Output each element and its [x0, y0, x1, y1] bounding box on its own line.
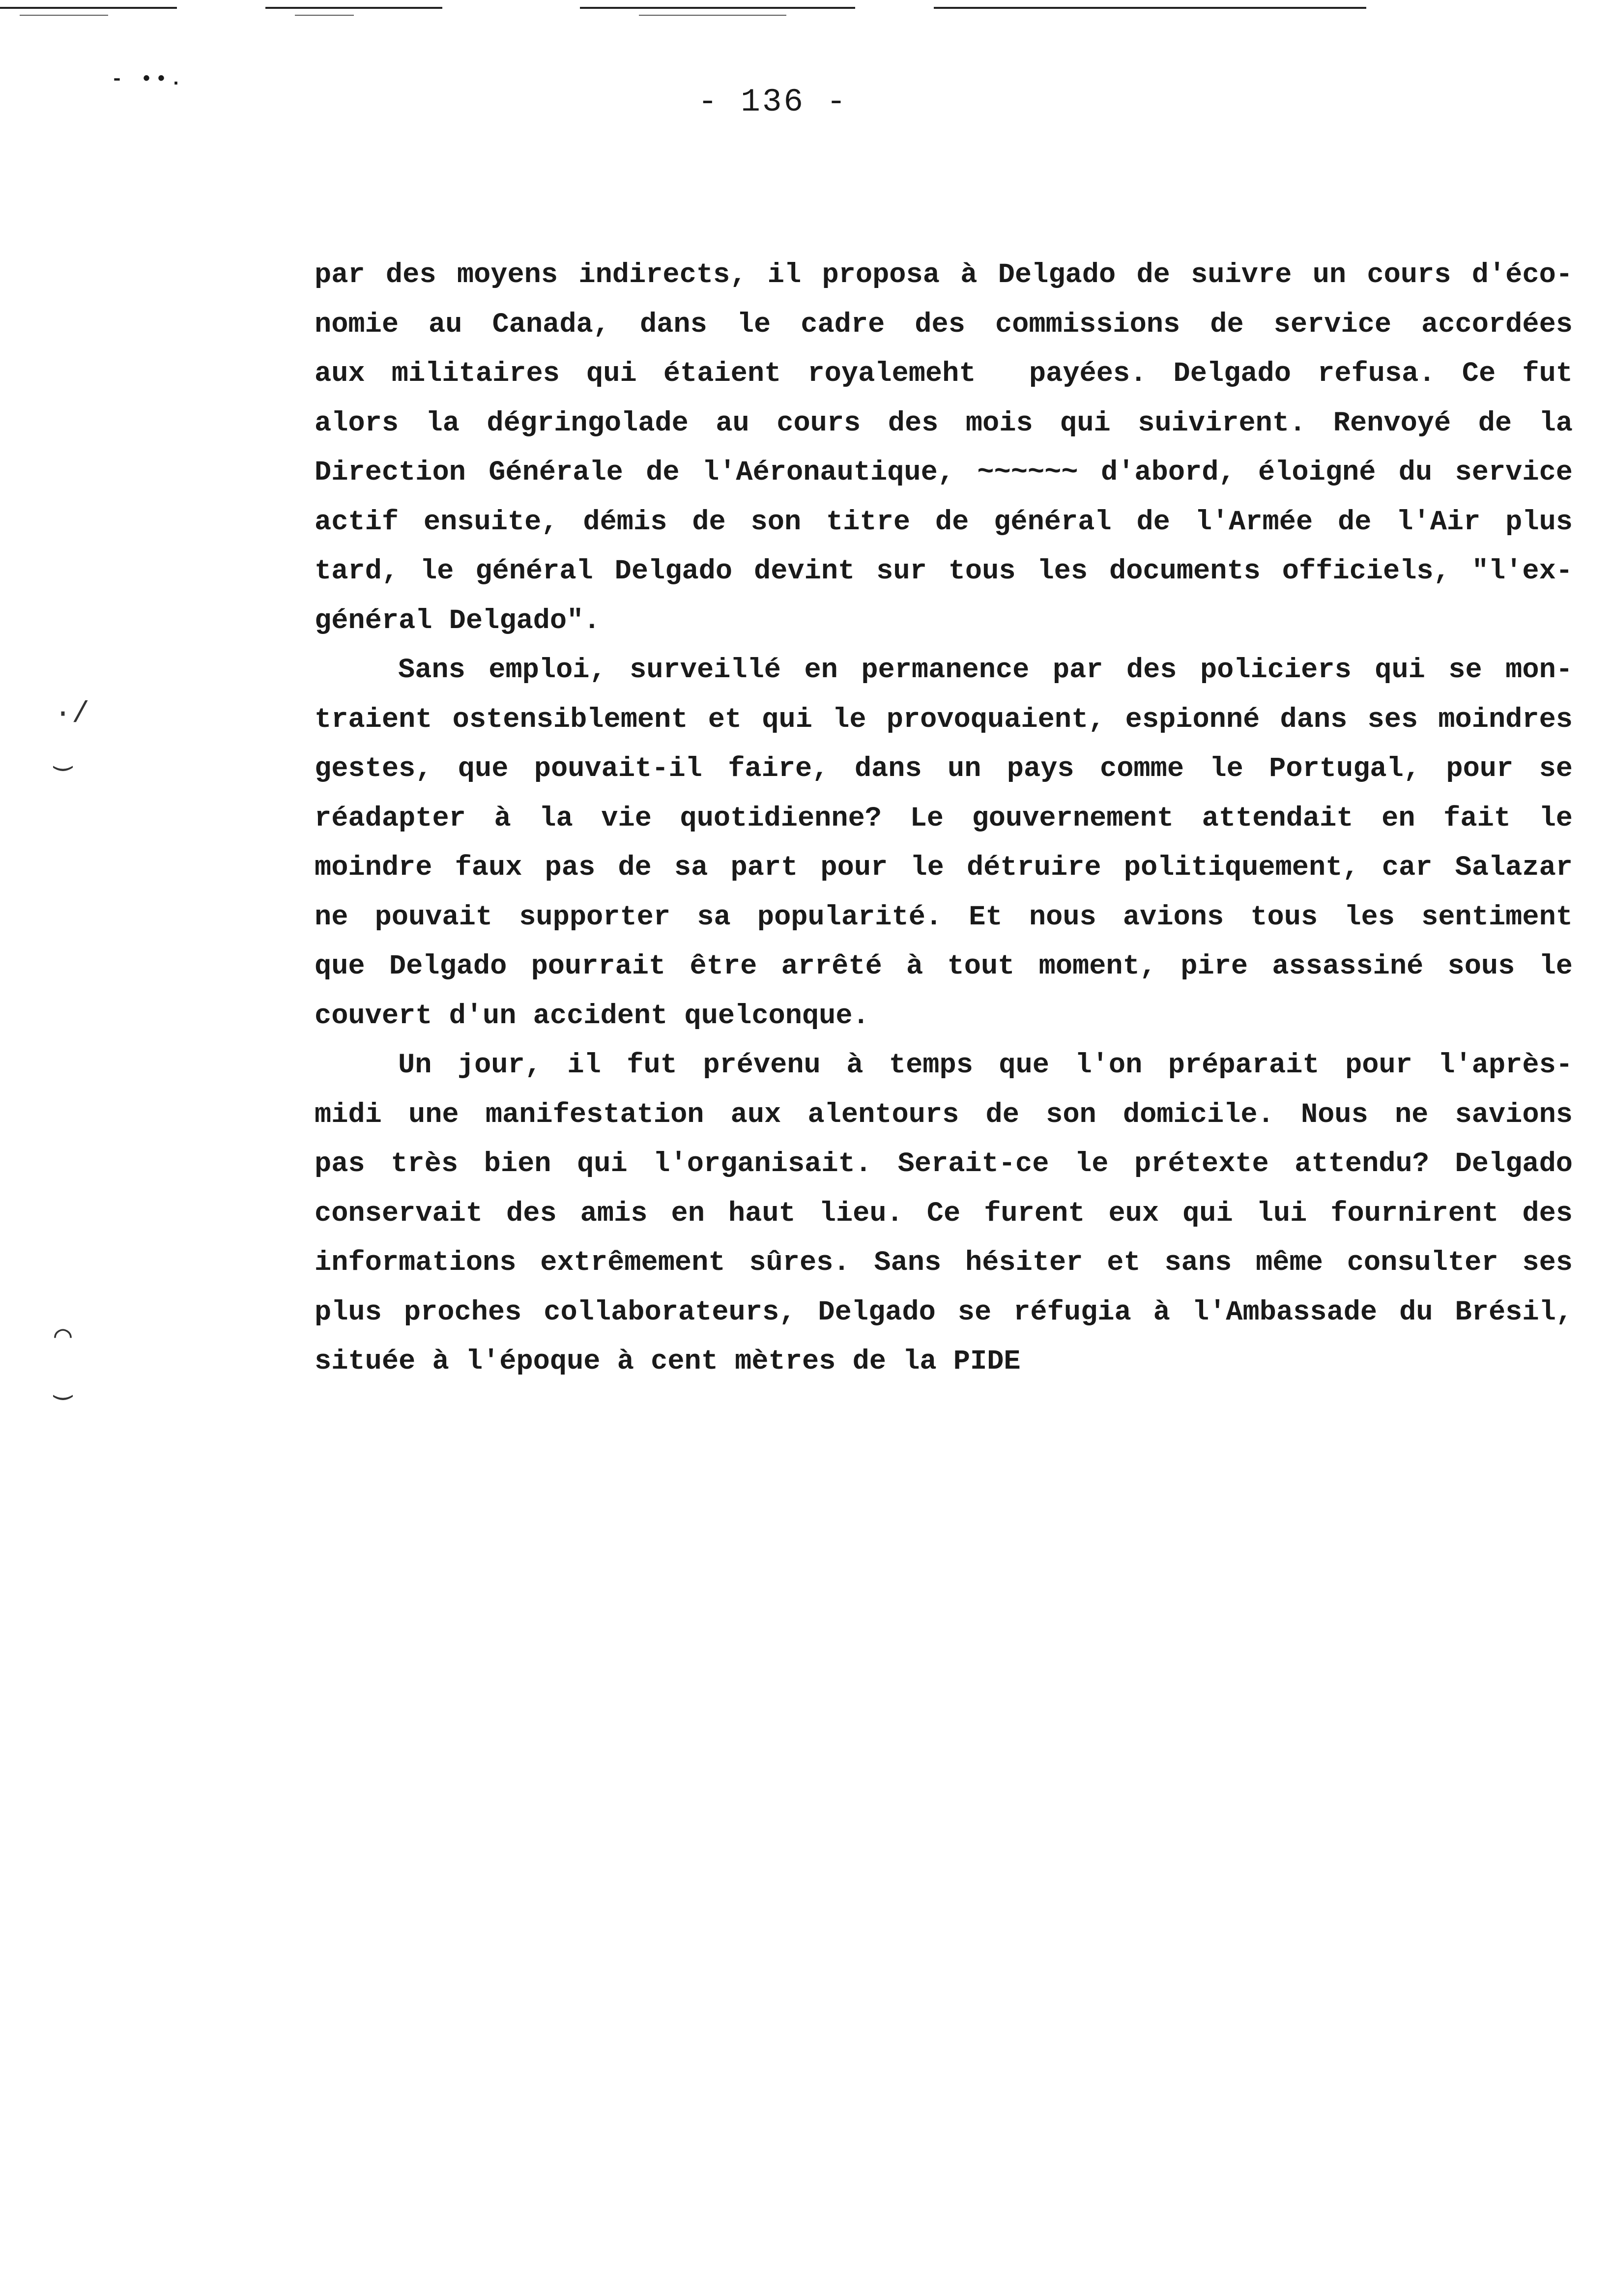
scan-edge-line — [20, 15, 108, 16]
text-line: conservait des amis en haut lieu. Ce furent eux qui lui fournirent des — [315, 1198, 1573, 1230]
margin-mark: ‿ — [54, 740, 72, 774]
text-line: pas très bien qui l'organisait. Serait-ce le prétexte attendu? Delgado — [315, 1148, 1573, 1180]
text-line: plus proches collaborateurs, Delgado se réfugia à l'Ambassade du Brésil, — [315, 1296, 1573, 1328]
paragraph — [315, 646, 1573, 1041]
text-line: Sans emploi, surveillé en permanence par des policiers qui se mon- — [398, 655, 1573, 686]
text-line: Un jour, il fut prévenu à temps que l'on préparait pour l'après- — [398, 1050, 1573, 1081]
body-text — [315, 251, 1573, 1387]
paragraph — [315, 251, 1573, 646]
scan-edge-line — [934, 7, 1366, 9]
margin-mark: ‿ — [54, 1369, 72, 1403]
paragraph — [315, 1041, 1573, 1387]
text-line: Direction Générale de l'Aéronautique, ~~~~~~ d'abord, éloigné du service — [315, 457, 1573, 488]
text-line: alors la dégringolade au cours des mois qui suivirent. Renvoyé de la — [315, 407, 1573, 439]
margin-mark: ·/ — [54, 698, 90, 731]
text-line: moindre faux pas de sa part pour le détruire politiquement, car Salazar — [315, 852, 1573, 884]
page-number: - 136 - — [698, 84, 848, 120]
text-line: réadapter à la vie quotidienne? Le gouvernement attendait en fait le — [315, 803, 1573, 834]
corner-mark: - ••. — [111, 69, 185, 91]
text-line: informations extrêmement sûres. Sans hésiter et sans même consulter ses — [315, 1247, 1573, 1279]
scan-edge-line — [295, 15, 354, 16]
margin-mark: ⌒ — [54, 1320, 72, 1353]
text-line: couvert d'un accident quelconque. — [315, 1000, 869, 1032]
text-line: gestes, que pouvait-il faire, dans un pays comme le Portugal, pour se — [315, 753, 1573, 785]
text-line: que Delgado pourrait être arrêté à tout moment, pire assassiné sous le — [315, 951, 1573, 982]
text-line: général Delgado". — [315, 605, 601, 637]
text-line: par des moyens indirects, il proposa à Delgado de suivre un cours d'éco- — [315, 259, 1573, 291]
scan-edge-line — [580, 7, 855, 9]
text-line: tard, le général Delgado devint sur tous les documents officiels, "l'ex- — [315, 556, 1573, 587]
text-line: traient ostensiblement et qui le provoquaient, espionné dans ses moindres — [315, 704, 1573, 736]
scan-edge-line — [0, 7, 177, 9]
text-line: ne pouvait supporter sa popularité. Et nous avions tous les sentiment — [315, 901, 1573, 933]
text-line: située à l'époque à cent mètres de la PIDE — [315, 1346, 1021, 1378]
scan-edge-line — [265, 7, 442, 9]
text-line: actif ensuite, démis de son titre de général de l'Armée de l'Air plus — [315, 506, 1573, 538]
scan-edge-line — [639, 15, 786, 16]
text-line: midi une manifestation aux alentours de son domicile. Nous ne savions — [315, 1099, 1573, 1131]
text-line: nomie au Canada, dans le cadre des commissions de service accordées — [315, 309, 1573, 341]
text-line: aux militaires qui étaient royalemeht payées. Delgado refusa. Ce fut — [315, 358, 1573, 390]
